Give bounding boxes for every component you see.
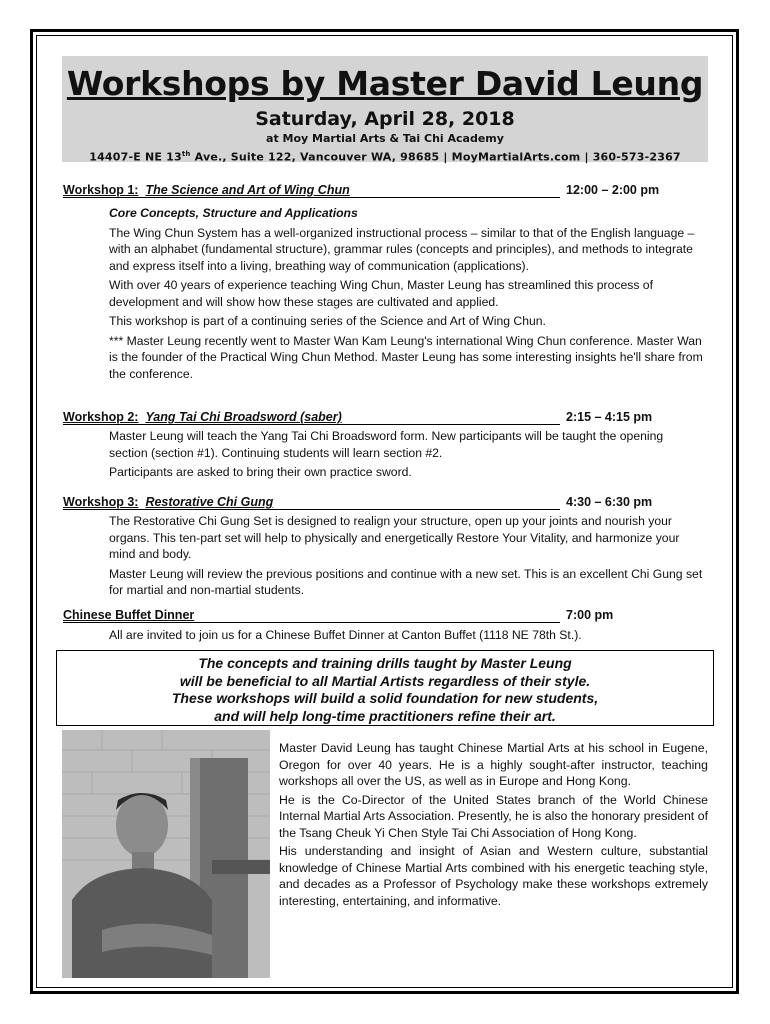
workshop-3-paragraph: The Restorative Chi Gung Set is designed to realign your structure, open up your joints and nourish your organs. This ten-part set will help to physically and energetically Restore Your Vitality, and harmonize your mind and body. [109, 514, 680, 561]
dinner-body [109, 627, 705, 647]
address-suffix: Ave., Suite 122, Vancouver WA, 98685 | MoyMartialArts.com | 360-573-2367 [190, 150, 681, 164]
dinner-time: 7:00 pm [566, 608, 614, 622]
address-prefix: 14407-E NE 13 [89, 150, 182, 164]
workshop-1-body [109, 205, 705, 385]
workshop-2-label: Workshop 2: [63, 410, 139, 424]
workshop-1-title-line [63, 181, 560, 198]
workshop-3-label: Workshop 3: [63, 495, 139, 509]
workshop-3-heading [63, 493, 703, 511]
workshop-2-title-line [63, 408, 560, 425]
workshop-1-paragraph: With over 40 years of experience teaching Wing Chun, Master Leung has streamlined this process of development and will show how these stages are cultivated and applied. [109, 278, 653, 309]
workshop-3-body [109, 513, 705, 602]
venue-address [62, 147, 708, 165]
workshop-3-paragraph: Master Leung will review the previous positions and continue with a new set. This is an excellent Chi Gung set for martial and non-martial students. [109, 566, 703, 597]
workshop-1-time: 12:00 – 2:00 pm [566, 183, 660, 197]
bio-paragraph: His understanding and insight of Asian and Western culture, substantial knowledge of Chinese Martial Arts combined with his energetic teaching style, and decades as a Professor of Psychology make these workshops extremely interesting, entertaining, and informative. [279, 844, 708, 908]
address-sup: th [181, 150, 191, 158]
workshop-1-paragraph: The Wing Chun System has a well-organized instructional process – similar to that of the English language – with an alphabet (fundamental structure), grammar rules (concepts and principles), and methods to integrate and express itself into a living, breathing way of communication (applications). [109, 225, 695, 273]
page-title: Workshops by Master David Leung [66, 64, 704, 103]
bio-paragraph: Master David Leung has taught Chinese Martial Arts at his school in Eugene, Oregon for over 40 years. He is a highly sought-after instructor, teaching workshops all over the US, as well as in Europe and Hong Kong. [279, 741, 708, 788]
workshop-1-paragraph: *** Master Leung recently went to Master Wan Kam Leung's international Wing Chun conference. Master Wan is the founder of the Practical Wing Chun Method. Master Leung has some interesting insights he'll share from the conference. [109, 333, 703, 381]
workshop-2-body [109, 428, 705, 484]
workshop-1-heading [63, 181, 703, 199]
dinner-heading [63, 606, 703, 624]
callout-line: will be beneficial to all Martial Artists regardless of their style. [179, 672, 591, 689]
workshop-2-heading [63, 408, 703, 426]
workshop-2-time: 2:15 – 4:15 pm [566, 410, 653, 424]
workshop-1-subheading: Core Concepts, Structure and Applications [109, 206, 358, 220]
biography [279, 740, 708, 911]
dinner-title-line [63, 606, 560, 623]
workshop-2-paragraph: Participants are asked to bring their own practice sword. [109, 465, 412, 479]
workshop-2-paragraph: Master Leung will teach the Yang Tai Chi Broadsword form. New participants will be taught the opening section (section #1). Continuing students will learn section #2. [109, 429, 664, 460]
workshop-3-name: Restorative Chi Gung [145, 495, 274, 509]
callout-line: The concepts and training drills taught by Master Leung [198, 655, 572, 671]
callout-line: These workshops will build a solid foundation for new students, [171, 690, 599, 706]
venue-name: at Moy Martial Arts & Tai Chi Academy [266, 132, 504, 145]
event-date: Saturday, April 28, 2018 [255, 108, 515, 130]
workshop-1-label: Workshop 1: [63, 183, 139, 197]
callout-box [56, 650, 714, 726]
dinner-title: Chinese Buffet Dinner [63, 608, 195, 622]
workshop-2-name: Yang Tai Chi Broadsword (saber) [145, 410, 342, 424]
callout-line: and will help long-time practitioners refine their art. [214, 707, 556, 724]
workshop-1-name: The Science and Art of Wing Chun [145, 183, 350, 197]
master-leung-photo [62, 730, 270, 978]
workshop-3-title-line [63, 493, 560, 510]
workshop-3-time: 4:30 – 6:30 pm [566, 495, 653, 509]
workshop-1-paragraph: This workshop is part of a continuing series of the Science and Art of Wing Chun. [109, 314, 546, 328]
bio-paragraph: He is the Co-Director of the United States branch of the World Chinese Internal Martial Arts Association. Presently, he is also the honorary president of the Tsang Cheuk Yi Chen Style Tai Chi Association of Hong Kong. [279, 792, 708, 840]
dinner-text: All are invited to join us for a Chinese Buffet Dinner at Canton Buffet (1118 NE 78th St.). [109, 628, 582, 642]
